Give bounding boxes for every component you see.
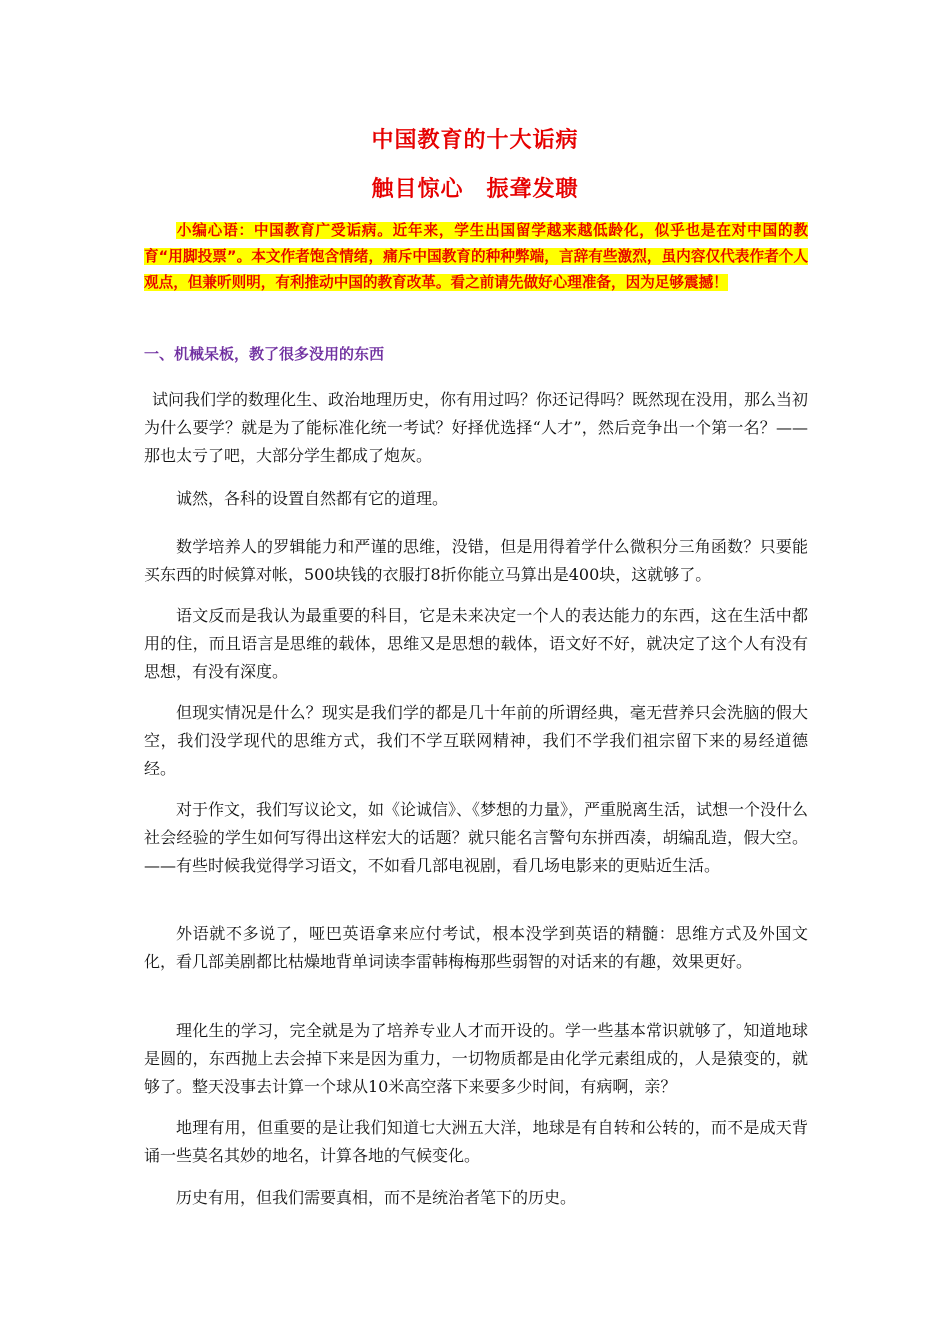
section-heading: 一、机械呆板，教了很多没用的东西 (144, 345, 385, 363)
document-subtitle: 触目惊心 振聋发聩 (371, 177, 579, 202)
paragraph-7: 外语就不多说了，哑巴英语拿来应付考试，根本没学到英语的精髓：思维方式及外国文化，看几部美剧都比枯燥地背单词读李雷韩梅梅那些弱智的对话来的有趣，效果更好。 (144, 924, 808, 971)
paragraph-1: 试问我们学的数理化生、政治地理历史，你有用过吗？你还记得吗？既然现在没用，那么当初为什么要学？就是为了能标准化统一考试？好择优选择“人才”，然后竞争出一个第一名？——那也太亏了吧，大部分学生都成了炮灰。 (144, 390, 809, 465)
paragraph-10: 历史有用，但我们需要真相，而不是统治者笔下的历史。 (176, 1188, 577, 1207)
paragraph-5: 但现实情况是什么？现实是我们学的都是几十年前的所谓经典，毫无营养只会洗脑的假大空，我们没学现代的思维方式，我们不学互联网精神，我们不学我们祖宗留下来的易经道德经。 (144, 703, 808, 778)
document-title: 中国教育的十大诟病 (371, 128, 579, 153)
paragraph-4: 语文反而是我认为最重要的科目，它是未来决定一个人的表达能力的东西，这在生活中都用的住，而且语言是思维的载体，思维又是思想的载体，语文好不好，就决定了这个人有没有思想，有没有深度。 (144, 606, 808, 681)
paragraph-6: 对于作文，我们写议论文，如《论诚信》、《梦想的力量》，严重脱离生活，试想一个没什么社会经验的学生如何写得出这样宏大的话题？就只能名言警句东拼西凑，胡编乱造，假大空。——有些时候我觉得学习语文，不如看几部电视剧，看几场电影来的更贴近生活。 (144, 800, 809, 875)
paragraph-3: 数学培养人的罗辑能力和严谨的思维，没错，但是用得着学什么微积分三角函数？只要能买东西的时候算对帐，500块钱的衣服打8折你能立马算出是400块，这就够了。 (144, 537, 808, 584)
paragraph-9: 地理有用，但重要的是让我们知道七大洲五大洋，地球是有自转和公转的，而不是成天背诵一些莫名其妙的地名，计算各地的气候变化。 (144, 1118, 808, 1165)
editor-note (144, 218, 808, 296)
paragraph-8: 理化生的学习，完全就是为了培养专业人才而开设的。学一些基本常识就够了，知道地球是圆的，东西抛上去会掉下来是因为重力，一切物质都是由化学元素组成的，人是猿变的，就够了。整天没事去计算一个球从10米高空落下来要多少时间，有病啊，亲？ (144, 1021, 808, 1096)
editor-note-text: 小编心语：中国教育广受诟病。近年来，学生出国留学越来越低龄化，似乎也是在对中国的教育“用脚投票”。本文作者饱含情绪，痛斥中国教育的种种弊端，言辞有些激烈，虽内容仅代表作者个人观点，但兼听则明，有利推动中国的教育改革。看之前请先做好心理准备，因为足够震撼！ (144, 222, 808, 291)
paragraph-2: 诚然，各科的设置自然都有它的道理。 (176, 489, 449, 508)
